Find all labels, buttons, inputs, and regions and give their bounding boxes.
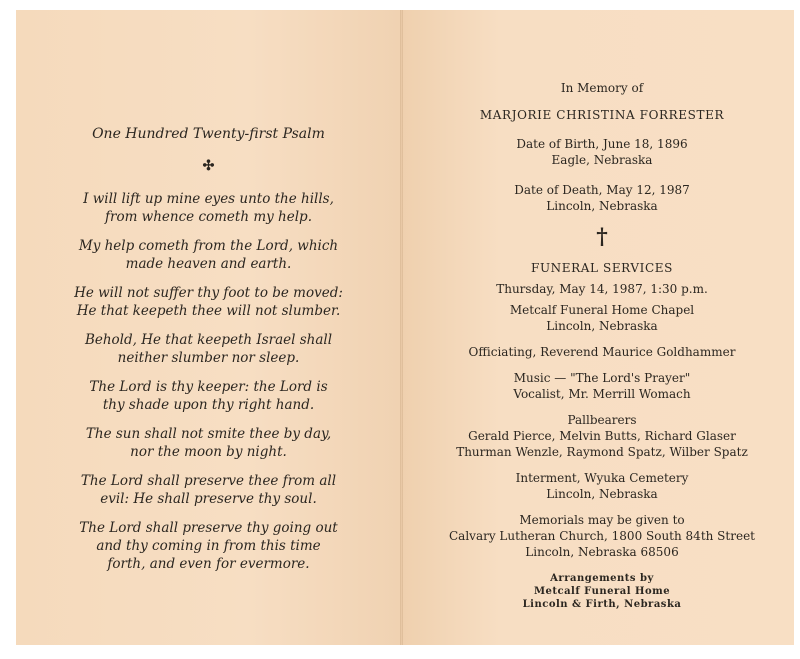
services-time: Thursday, May 14, 1987, 1:30 p.m. <box>496 282 708 296</box>
death-info: Date of Death, May 12, 1987 Lincoln, Nebraska <box>514 183 690 213</box>
memorials: Memorials may be given to Calvary Lutheran Church, 1800 South 84th Street Lincoln, Nebraska 68506 <box>448 513 755 559</box>
music: Music — "The Lord's Prayer" Vocalist, Mr. Merrill Womach <box>513 371 691 401</box>
psalm-verse: He will not suffer thy foot to be moved: He that keepeth thee will not slumber. <box>74 285 343 319</box>
in-memory-of: In Memory of <box>560 81 644 95</box>
cross-icon: † <box>596 224 608 250</box>
funeral-services-heading: FUNERAL SERVICES <box>531 261 673 275</box>
birth-info: Date of Birth, June 18, 1896 Eagle, Nebraska <box>516 137 688 167</box>
psalm-verse: The Lord is thy keeper: the Lord is thy shade upon thy right hand. <box>89 379 328 413</box>
arrangements: Arrangements by Metcalf Funeral Home Lincoln & Firth, Nebraska <box>522 573 682 610</box>
psalm-verse: I will lift up mine eyes unto the hills, from whence cometh my help. <box>83 191 334 225</box>
psalm-verse: Behold, He that keepeth Israel shall neither slumber nor sleep. <box>84 332 333 366</box>
services-place: Metcalf Funeral Home Chapel Lincoln, Nebraska <box>509 303 695 333</box>
officiating: Officiating, Reverend Maurice Goldhammer <box>468 345 736 359</box>
psalm-verse: The Lord shall preserve thy going out and thy coming in from this time forth, and even for evermore. <box>79 520 338 572</box>
psalm-title: One Hundred Twenty-first Psalm <box>92 126 325 142</box>
cross-ornament-icon: ✣ <box>202 158 215 174</box>
pallbearers: Pallbearers Gerald Pierce, Melvin Butts, Richard Glaser Thurman Wenzle, Raymond Spatz, Wilber Spatz <box>456 413 748 459</box>
psalm-verses <box>16 190 401 584</box>
memorial-details <box>402 80 800 611</box>
deceased-name: MARJORIE CHRISTINA FORRESTER <box>479 108 725 122</box>
psalm-verse: The Lord shall preserve thee from all evil: He shall preserve thy soul. <box>80 473 337 507</box>
psalm-verse: My help cometh from the Lord, which made heaven and earth. <box>78 238 339 272</box>
psalm-verse: The sun shall not smite thee by day, nor the moon by night. <box>85 426 332 460</box>
interment: Interment, Wyuka Cemetery Lincoln, Nebraska <box>515 471 689 501</box>
